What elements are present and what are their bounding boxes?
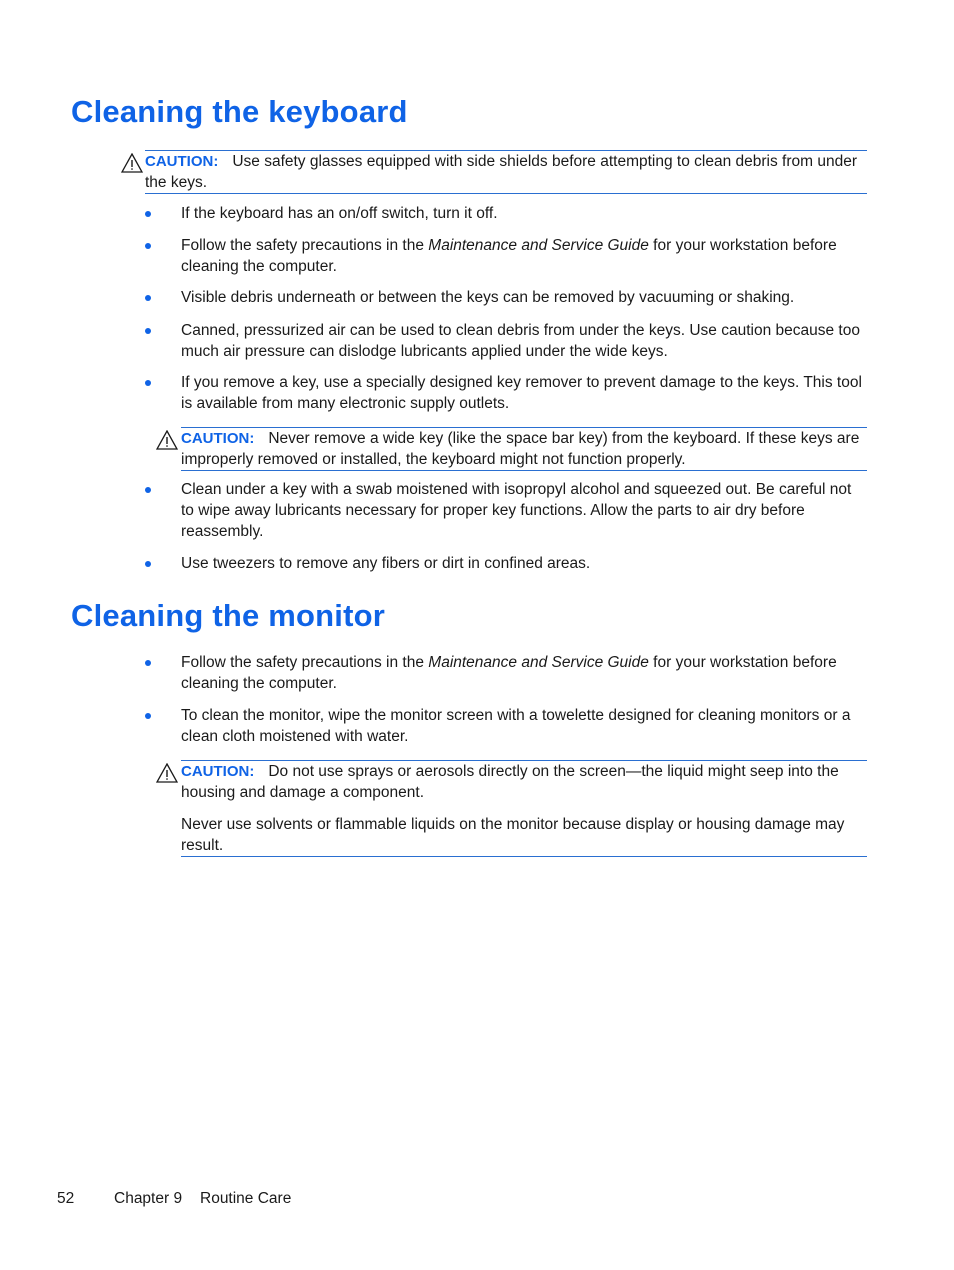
caution-box-wide-key (181, 427, 867, 471)
bullet-icon (145, 295, 151, 301)
list-item: Canned, pressurized air can be used to clean debris from under the keys. Use caution because too much air pressure can dislodge lubricants applied under the wide keys. (181, 322, 860, 360)
list-item: If you remove a key, use a specially designed key remover to prevent damage to the keys. This tool is available from many electronic supply outlets. (181, 374, 862, 412)
bullet-icon (145, 713, 151, 719)
caution-label: CAUTION: (145, 153, 219, 170)
bullet-icon (145, 328, 151, 334)
bullet-icon (145, 561, 151, 567)
footer-chapter: Chapter 9 (114, 1190, 183, 1207)
caution-text: CAUTION: Do not use sprays or aerosols directly on the screen—the liquid might seep into the housing and damage a component. (181, 763, 839, 801)
list-item: Follow the safety precautions in the Maintenance and Service Guide for your workstation before cleaning the computer. (181, 654, 837, 692)
caution-text-secondary: Never use solvents or flammable liquids on the monitor because display or housing damage may result. (181, 816, 845, 854)
document-title: Maintenance and Service Guide (428, 237, 649, 254)
warning-icon (121, 153, 143, 173)
caution-label: CAUTION: (181, 763, 255, 780)
list-item: To clean the monitor, wipe the monitor screen with a towelette designed for cleaning monitors or a clean cloth moistened with water. (181, 707, 851, 745)
warning-icon (156, 763, 178, 783)
list-item: Clean under a key with a swab moistened with isopropyl alcohol and squeezed out. Be careful not to wipe away lubricants necessary for proper key functions. Allow the parts to air dry before reassembly. (181, 481, 852, 540)
bullet-icon (145, 660, 151, 666)
list-item: If the keyboard has an on/off switch, turn it off. (181, 205, 498, 222)
section-title-monitor: Cleaning the monitor (71, 598, 385, 633)
caution-label: CAUTION: (181, 430, 255, 447)
list-item: Follow the safety precautions in the Maintenance and Service Guide for your workstation before cleaning the computer. (181, 237, 837, 275)
section-title-keyboard: Cleaning the keyboard (71, 94, 408, 129)
bullet-icon (145, 211, 151, 217)
caution-box-sprays (181, 760, 867, 857)
caution-text: CAUTION: Never remove a wide key (like the space bar key) from the keyboard. If these keys are improperly removed or installed, the keyboard might not function properly. (181, 430, 860, 468)
caution-box-safety-glasses (145, 150, 867, 194)
list-item: Use tweezers to remove any fibers or dirt in confined areas. (181, 555, 591, 572)
caution-text: CAUTION: Use safety glasses equipped with side shields before attempting to clean debris from under the keys. (145, 153, 857, 191)
page-number: 52 (57, 1190, 75, 1207)
warning-icon (156, 430, 178, 450)
bullet-icon (145, 243, 151, 249)
list-item: Visible debris underneath or between the keys can be removed by vacuuming or shaking. (181, 289, 795, 306)
footer-chapter-title: Routine Care (200, 1190, 292, 1207)
document-title: Maintenance and Service Guide (428, 654, 649, 671)
bullet-icon (145, 487, 151, 493)
bullet-icon (145, 380, 151, 386)
